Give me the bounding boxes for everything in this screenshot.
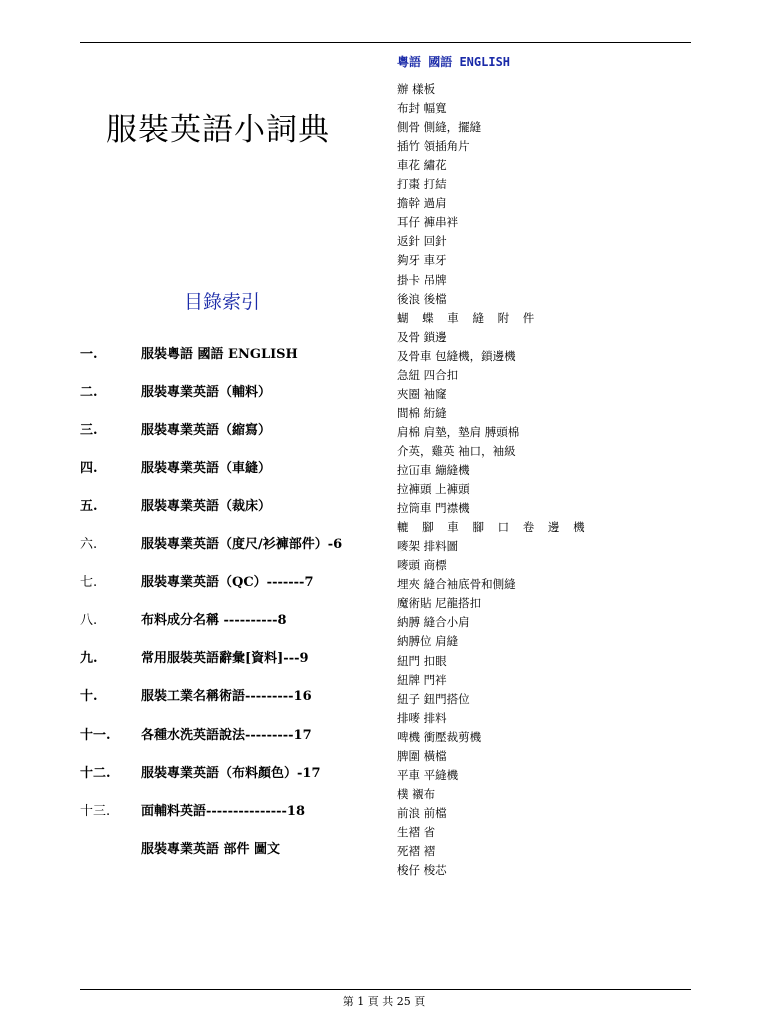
toc-entry-number: 八.	[80, 613, 98, 628]
glossary-entry: 介英，雞英 袖口，袖級	[397, 444, 516, 458]
glossary-entry: 後浪 後檔	[397, 292, 447, 306]
glossary-entry: 梭仔 梭芯	[397, 863, 447, 877]
glossary-entry: 肩棉 肩墊，墊肩 膊頭棉	[397, 425, 520, 439]
toc-entry-title: 服裝專業英語（車縫）	[141, 461, 272, 476]
glossary-entry: 插竹 領插角片	[397, 139, 470, 153]
glossary-entry: 車花 繡花	[397, 158, 447, 172]
glossary-entry: 拉筒車 門襟機	[397, 501, 470, 515]
glossary-entry: 擔幹 過肩	[397, 196, 447, 210]
toc-entry-title: 服裝專業英語（QC）-------7	[141, 575, 314, 590]
toc-entry-title: 服裝專業英語（度尺/衫褲部件）-6	[141, 537, 343, 552]
glossary-entry: 側骨 側縫，擺縫	[397, 120, 482, 134]
glossary-entry: 嘜架 排料圖	[397, 539, 459, 553]
toc-entry-title: 常用服裝英語辭彙[資料]---9	[141, 651, 309, 666]
toc-entry-number: 十三.	[80, 804, 111, 819]
glossary-entry: 夠牙 車牙	[397, 253, 447, 267]
glossary-entry: 前浪 前檔	[397, 806, 447, 820]
toc-entry-number: 九.	[80, 651, 98, 666]
glossary-entry: 蝴 蝶 車 縫 附 件	[397, 311, 540, 325]
glossary-entry: 平車 平縫機	[397, 768, 459, 782]
glossary-entry: 布封 幅寬	[397, 101, 447, 115]
glossary-entry: 魔術貼 尼龍搭扣	[397, 596, 482, 610]
toc-entry-number: 十.	[80, 689, 98, 704]
glossary-entry: 樸 襯布	[397, 787, 436, 801]
glossary-entry: 死褶 褶	[397, 844, 436, 858]
glossary-entry: 納膊位 肩縫	[397, 634, 459, 648]
glossary-entry: 返針 回針	[397, 234, 447, 248]
toc-entry-number: 五.	[80, 499, 98, 514]
glossary-entry: 掛卡 吊牌	[397, 273, 447, 287]
glossary-entry: 及骨車 包縫機，鎖邊機	[397, 349, 516, 363]
glossary-entry: 急紐 四合扣	[397, 368, 459, 382]
toc-entry-title: 服裝專業英語 部件 圖文	[141, 842, 281, 857]
glossary-entry: 打棗 打結	[397, 177, 447, 191]
glossary-entry: 啤機 衝壓裁剪機	[397, 730, 482, 744]
top-rule	[80, 42, 691, 43]
glossary-entry: 埋夾 縫合袖底骨和側縫	[397, 577, 516, 591]
glossary-entry: 生褶 省	[397, 825, 436, 839]
toc-entry-title: 面輔料英語---------------18	[141, 804, 306, 819]
toc-entry-number: 十二.	[80, 766, 111, 781]
toc-entry-title: 服裝專業英語（布料顏色）-17	[141, 766, 321, 781]
glossary-entry: 夾圈 袖窿	[397, 387, 447, 401]
glossary-entry: 紐牌 門袢	[397, 673, 447, 687]
toc-entry-title: 布料成分名稱 ----------8	[141, 613, 287, 628]
glossary-header: 粵語 國語 ENGLISH	[397, 55, 511, 69]
toc-entry-title: 服裝專業英語（裁床）	[141, 499, 272, 514]
toc-entry-number: 三.	[80, 423, 98, 438]
toc-entry-title: 各種水洗英語說法---------17	[141, 728, 312, 743]
glossary-entry: 紐門 扣眼	[397, 654, 447, 668]
toc-entry-number: 一.	[80, 347, 98, 362]
glossary-entry: 排嘜 排料	[397, 711, 447, 725]
toc-entry-title: 服裝專業英語（縮寫）	[141, 423, 272, 438]
glossary-entry: 轆 腳 車 腳 口 卷 邊 機	[397, 520, 590, 534]
glossary-entry: 紐子 鈕門搭位	[397, 692, 470, 706]
glossary-entry: 間棉 絎縫	[397, 406, 447, 420]
document-title: 服裝英語小詞典	[106, 112, 330, 148]
glossary-entry: 辦 樣板	[397, 82, 436, 96]
page-footer: 第 1 頁 共 25 頁	[342, 995, 426, 1008]
glossary-entry: 耳仔 褲串袢	[397, 215, 459, 229]
glossary-entry: 嘜頭 商標	[397, 558, 447, 572]
toc-entry-number: 二.	[80, 385, 98, 400]
toc-entry-title: 服裝粵語 國語 ENGLISH	[141, 347, 298, 362]
toc-entry-number: 六.	[80, 537, 98, 552]
toc-entry-title: 服裝專業英語（輔料）	[141, 385, 272, 400]
toc-heading: 目錄索引	[184, 291, 261, 313]
bottom-rule	[80, 989, 691, 990]
toc-entry-title: 服裝工業名稱術語---------16	[141, 689, 312, 704]
glossary-entry: 及骨 鎖邊	[397, 330, 447, 344]
glossary-entry: 脾圍 橫檔	[397, 749, 447, 763]
toc-entry-number: 七.	[80, 575, 98, 590]
toc-entry-number: 四.	[80, 461, 98, 476]
toc-entry-number: 十一.	[80, 728, 111, 743]
glossary-entry: 拉冚車 繃縫機	[397, 463, 470, 477]
glossary-entry: 拉褲頭 上褲頭	[397, 482, 470, 496]
glossary-entry: 納膊 縫合小肩	[397, 615, 470, 629]
